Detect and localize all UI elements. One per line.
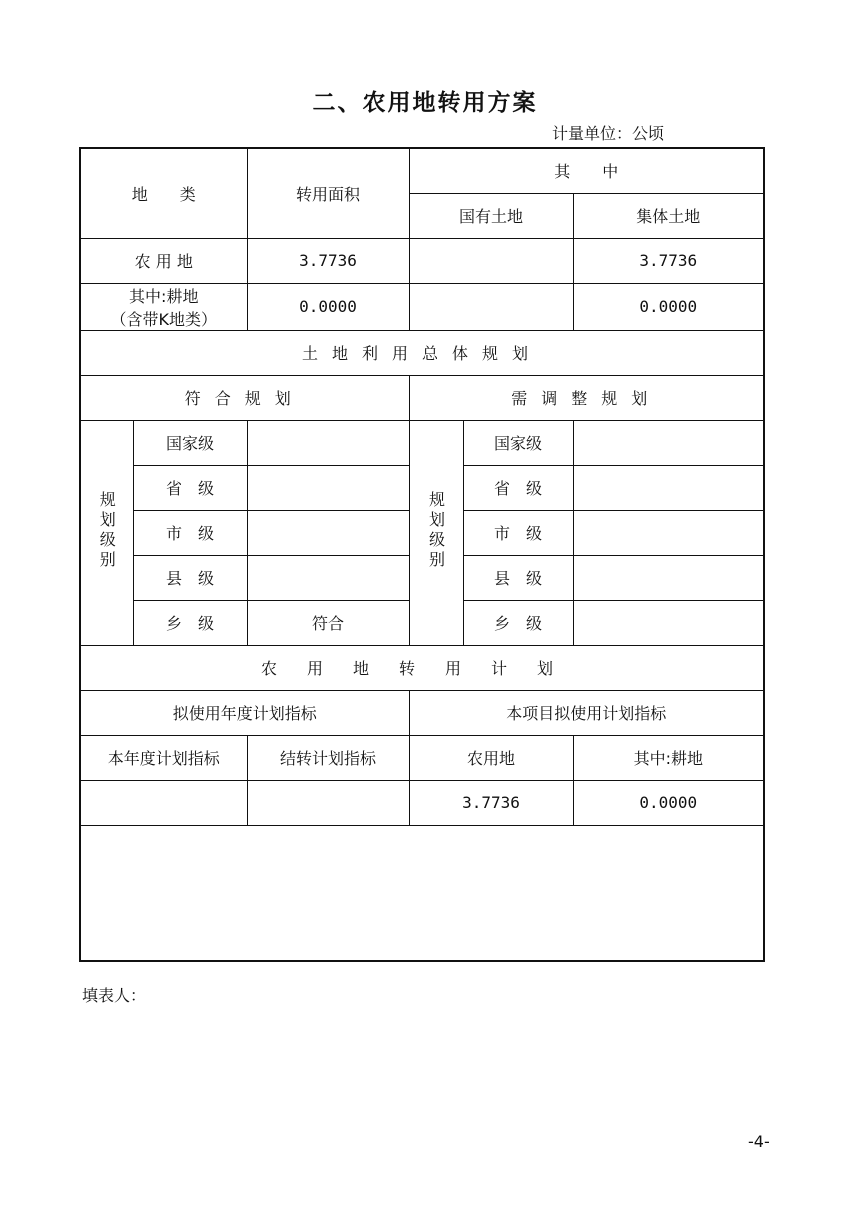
- level-name: 县 级: [463, 555, 573, 600]
- level-name: 县 级: [133, 555, 247, 600]
- farmland-label: 农 用 地: [80, 238, 247, 283]
- carry-over-header: 结转计划指标: [247, 735, 409, 780]
- page-title: 二、农用地转用方案: [312, 90, 538, 116]
- cultivated-collective: 0.0000: [573, 283, 764, 330]
- adjust-value: [573, 510, 764, 555]
- blank-remarks-area: [80, 825, 764, 961]
- level-label-right: 规划级别: [409, 420, 463, 645]
- quota-farmland-header: 农用地: [409, 735, 573, 780]
- cultivated-label-line1: 其中:耕地: [129, 286, 199, 306]
- annual-quota-header: 拟使用年度计划指标: [80, 690, 409, 735]
- adjust-value: [573, 465, 764, 510]
- level-label-left: 规划级别: [80, 420, 133, 645]
- plan-section-title: 土地利用总体规划: [80, 330, 764, 375]
- quota-section-title: 农用地转用计划: [80, 645, 764, 690]
- level-name: 乡 级: [133, 600, 247, 645]
- area-header: 转用面积: [247, 148, 409, 238]
- level-name: 乡 级: [463, 600, 573, 645]
- state-land-header: 国有土地: [409, 193, 573, 238]
- conform-header: 符合规划: [80, 375, 409, 420]
- adjust-value: [573, 600, 764, 645]
- collective-land-header: 集体土地: [573, 193, 764, 238]
- this-year-value: [80, 780, 247, 825]
- cultivated-state: [409, 283, 573, 330]
- level-name: 省 级: [133, 465, 247, 510]
- unit-label: 计量单位：公顷: [552, 124, 665, 143]
- conversion-table: [79, 147, 765, 962]
- level-name: 省 级: [463, 465, 573, 510]
- cultivated-area: 0.0000: [247, 283, 409, 330]
- quota-farmland-value: 3.7736: [409, 780, 573, 825]
- adjust-value: [573, 555, 764, 600]
- project-quota-header: 本项目拟使用计划指标: [409, 690, 764, 735]
- conform-value: 符合: [247, 600, 409, 645]
- quota-cultivated-header: 其中:耕地: [573, 735, 764, 780]
- of-which-header: 其 中: [409, 148, 764, 193]
- level-name: 市 级: [463, 510, 573, 555]
- level-name: 市 级: [133, 510, 247, 555]
- level-name: 国家级: [463, 420, 573, 465]
- need-adjust-header: 需调整规划: [409, 375, 764, 420]
- land-type-header: 地 类: [80, 148, 247, 238]
- quota-cultivated-value: 0.0000: [573, 780, 764, 825]
- farmland-area: 3.7736: [247, 238, 409, 283]
- conform-value: [247, 420, 409, 465]
- adjust-value: [573, 420, 764, 465]
- conform-value: [247, 510, 409, 555]
- carry-over-value: [247, 780, 409, 825]
- level-name: 国家级: [133, 420, 247, 465]
- farmland-state: [409, 238, 573, 283]
- cultivated-label: [80, 283, 247, 330]
- farmland-collective: 3.7736: [573, 238, 764, 283]
- conform-value: [247, 465, 409, 510]
- cultivated-label-line2: （含带K地类）: [110, 309, 217, 329]
- conform-value: [247, 555, 409, 600]
- page-number: -4-: [748, 1132, 770, 1151]
- filler-label: 填表人：: [82, 986, 147, 1005]
- this-year-header: 本年度计划指标: [80, 735, 247, 780]
